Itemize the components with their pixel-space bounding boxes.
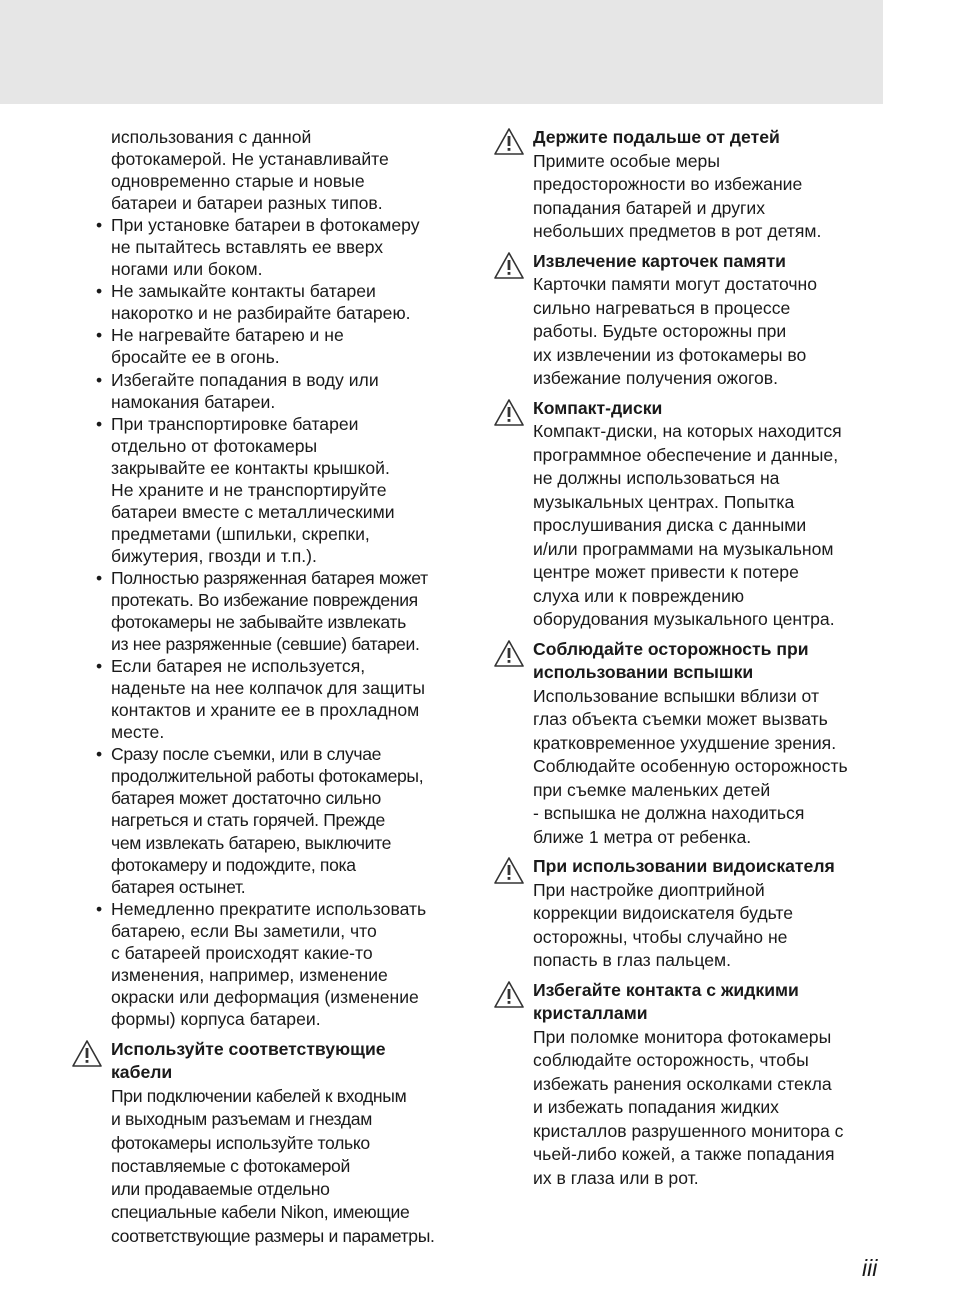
bullet-text: Немедленно прекратите использовать батарею, если Вы заметили, что с батареей происходят какие-то изменения, например, изменение окраски или деформация (изменение формы) корпуса батареи. — [111, 898, 427, 1029]
battery-bullet-2 — [96, 280, 468, 324]
bullet-dot: • — [96, 744, 102, 765]
bullet-dot: • — [96, 325, 103, 346]
battery-bullet-9 — [96, 898, 468, 1030]
warning-triangle-icon — [493, 398, 525, 427]
left-column — [96, 126, 468, 1253]
warning-viewfinder — [493, 855, 888, 973]
warning-triangle-icon — [493, 251, 525, 280]
warning-title: Соблюдайте осторожность при использовании вспышки — [533, 638, 809, 682]
warning-memory-cards — [493, 250, 888, 391]
warning-triangle-icon — [493, 856, 525, 885]
bullet-text: Не замыкайте контакты батареи накоротко и не разбирайте батарею. — [111, 281, 411, 324]
warning-cables — [71, 1038, 468, 1248]
battery-bullet-1 — [96, 214, 468, 280]
warning-title: Компакт-диски — [533, 397, 663, 418]
warning-triangle-icon — [493, 639, 525, 668]
battery-bullet-4 — [96, 369, 468, 413]
warning-triangle-icon — [493, 127, 525, 156]
warning-body: Карточки памяти могут достаточно сильно нагреваться в процессе работы. Будьте осторожны при их извлечении из фотокамеры во избежание получения ожогов. — [533, 274, 818, 388]
bullet-dot: • — [96, 369, 103, 390]
battery-bullet-7 — [96, 655, 468, 743]
warning-triangle-icon — [71, 1039, 103, 1068]
bullet-text: Полностью разряженная батарея может протекать. Во избежание повреждения фотокамеры не забывайте извлекать из нее разряженные (севшие) батареи. — [111, 567, 428, 655]
battery-intro-text: использования с данной фотокамерой. Не устанавливайте одновременно старые и новые батареи и батареи разных типов. — [111, 127, 389, 214]
warning-body: При поломке монитора фотокамеры соблюдайте осторожность, чтобы избежать ранения осколками стекла и избежать попадания жидких кристаллов разрушенного монитора с чьей-либо кожей, а также попадания их в глаза или в рот. — [533, 1026, 844, 1188]
warning-title: Избегайте контакта с жидкими кристаллами — [533, 979, 799, 1023]
battery-bullet-3 — [96, 324, 468, 368]
bullet-dot: • — [96, 656, 103, 677]
bullet-text: При транспортировке батареи отдельно от фотокамеры закрывайте ее контакты крышкой. Не храните и не транспортируйте батареи вместе с металлическими предметами (шпильки, скрепки, бижутерия, гвозди и т.п.). — [111, 413, 395, 566]
bullet-text: Сразу после съемки, или в случае продолжительной работы фотокамеры, батарея может достаточно сильно нагреться и стать горячей. Прежде чем извлекать батарею, выключите фотокамеру и подождите, пока батарея остынет. — [111, 744, 424, 897]
battery-bullet-6 — [96, 567, 468, 655]
warning-body: При подключении кабелей к входным и выходным разъемам и гнездам фотокамеры используйте только поставляемые с фотокамерой или продаваемые отдельно специальные кабели Nikon, имеющие соответствующие размеры и параметры. — [111, 1085, 435, 1246]
bullet-text: Если батарея не используется, наденьте на нее колпачок для защиты контактов и храните ее в прохладном месте. — [111, 656, 425, 743]
warning-title: Держите подальше от детей — [533, 127, 780, 147]
warning-title: Извлечение карточек памяти — [533, 250, 786, 271]
bullet-text: Избегайте попадания в воду или намокания батареи. — [111, 369, 379, 412]
bullet-dot: • — [96, 567, 102, 588]
warning-flash — [493, 638, 888, 850]
bullet-text: Не нагревайте батарею и не бросайте ее в огонь. — [111, 325, 344, 368]
right-column — [493, 126, 888, 1196]
bullet-dot: • — [96, 281, 103, 302]
bullet-text: При установке батареи в фотокамеру не пытайтесь вставлять ее вверх ногами или боком. — [111, 215, 420, 280]
warning-body: При настройке диоптрийной коррекции видоискателя будьте осторожны, чтобы случайно не попасть в глаз пальцем. — [533, 879, 794, 970]
warning-liquid-crystals — [493, 979, 888, 1191]
battery-bullet-5 — [96, 413, 468, 567]
warning-triangle-icon — [493, 980, 525, 1009]
bullet-dot: • — [96, 215, 103, 236]
warning-children — [493, 126, 888, 244]
bullet-dot: • — [96, 413, 103, 434]
warning-body: Использование вспышки вблизи от глаз объекта съемки может вызвать кратковременное ухудшение зрения. Соблюдайте особенную осторожность при съемке маленьких детей - вспышка не должна находиться ближе 1 метра от ребенка. — [533, 685, 848, 847]
warning-title: Используйте соответствующие кабели — [111, 1038, 386, 1083]
bullet-dot: • — [96, 898, 103, 919]
page-number: iii — [862, 1255, 878, 1281]
battery-bullet-8 — [96, 743, 468, 897]
warning-cd-roms — [493, 397, 888, 632]
warning-title: При использовании видоискателя — [533, 856, 835, 876]
warning-body: Примите особые меры предосторожности во избежание попадания батарей и других небольших предметов в рот детям. — [533, 150, 822, 241]
header-band — [0, 0, 883, 104]
warning-body: Компакт-диски, на которых находится программное обеспечение и данные, не должны использоваться на музыкальных центрах. Попытка прослушивания диска с данными и/или программами на музыкальном центре может привести к потере слуха или к повреждению оборудования музыкального центра. — [533, 421, 842, 629]
